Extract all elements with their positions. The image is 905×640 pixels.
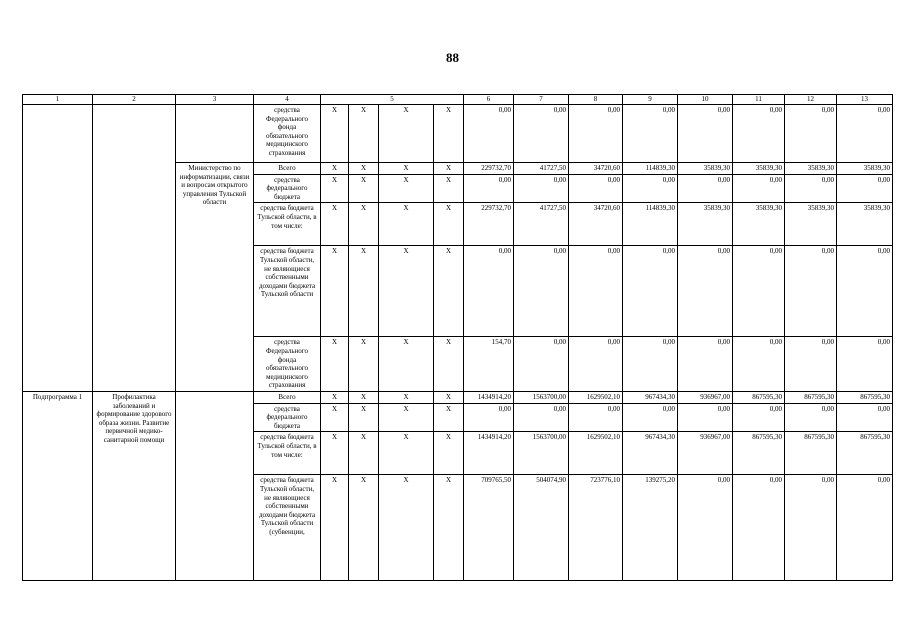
amount-cell: 114839,30 <box>623 163 678 175</box>
amount-cell: 0,00 <box>514 337 569 392</box>
x-mark-cell: Х <box>434 337 464 392</box>
x-mark-cell: Х <box>434 163 464 175</box>
x-mark-cell: Х <box>321 203 349 246</box>
table-cell <box>93 174 176 203</box>
table-cell <box>23 337 93 392</box>
source-label-cell: средства Федерального фонда обязательного медицинского страхования <box>254 105 321 163</box>
amount-cell: 0,00 <box>678 246 733 337</box>
column-header: 9 <box>623 95 678 105</box>
x-mark-cell: Х <box>379 174 434 203</box>
amount-cell: 0,00 <box>733 105 785 163</box>
amount-cell: 867595,30 <box>733 391 785 403</box>
amount-cell: 0,00 <box>623 337 678 392</box>
amount-cell: 41727,50 <box>514 203 569 246</box>
table-cell <box>93 246 176 337</box>
x-mark-cell: Х <box>434 403 464 432</box>
x-mark-cell: Х <box>379 246 434 337</box>
table-cell <box>176 391 254 580</box>
amount-cell: 723776,10 <box>569 475 623 581</box>
amount-cell: 0,00 <box>514 174 569 203</box>
table-row <box>23 246 893 337</box>
table-cell <box>93 163 176 175</box>
amount-cell: 34720,60 <box>569 203 623 246</box>
amount-cell: 41727,50 <box>514 163 569 175</box>
amount-cell: 0,00 <box>785 475 837 581</box>
amount-cell: 0,00 <box>785 337 837 392</box>
source-label-cell: средства федерального бюджета <box>254 403 321 432</box>
column-header: 6 <box>464 95 514 105</box>
subprogram-name-cell: Профилактика заболеваний и формирование здорового образа жизни. Развитие первичной медико-санитарной помощи <box>93 391 176 580</box>
x-mark-cell: Х <box>434 391 464 403</box>
x-mark-cell: Х <box>349 203 379 246</box>
x-mark-cell: Х <box>379 403 434 432</box>
column-header: 3 <box>176 95 254 105</box>
x-mark-cell: Х <box>349 337 379 392</box>
amount-cell: 936967,00 <box>678 391 733 403</box>
amount-cell: 867595,30 <box>837 391 893 403</box>
amount-cell: 1629502,10 <box>569 391 623 403</box>
table-cell <box>23 203 93 246</box>
amount-cell: 35839,30 <box>678 163 733 175</box>
amount-cell: 114839,30 <box>623 203 678 246</box>
column-header: 10 <box>678 95 733 105</box>
x-mark-cell: Х <box>379 203 434 246</box>
amount-cell: 0,00 <box>514 105 569 163</box>
budget-table <box>22 94 893 581</box>
amount-cell: 0,00 <box>785 105 837 163</box>
amount-cell: 0,00 <box>569 105 623 163</box>
column-header: 13 <box>837 95 893 105</box>
amount-cell: 0,00 <box>733 246 785 337</box>
amount-cell: 0,00 <box>464 246 514 337</box>
amount-cell: 867595,30 <box>785 432 837 475</box>
amount-cell: 0,00 <box>514 246 569 337</box>
amount-cell: 0,00 <box>733 403 785 432</box>
executor-cell: Министерство по информатизации, связи и вопросам открытого управления Тульской области <box>176 163 254 392</box>
x-mark-cell: Х <box>321 163 349 175</box>
x-mark-cell: Х <box>321 391 349 403</box>
page-number: 88 <box>446 50 459 65</box>
amount-cell: 0,00 <box>623 246 678 337</box>
amount-cell: 0,00 <box>623 174 678 203</box>
amount-cell: 0,00 <box>837 246 893 337</box>
amount-cell: 0,00 <box>678 475 733 581</box>
x-mark-cell: Х <box>321 432 349 475</box>
table-cell <box>23 246 93 337</box>
source-label-cell: средства бюджета Тульской области, не являющиеся собственными доходами бюджета Тульской области (субвенции, <box>254 475 321 581</box>
amount-cell: 0,00 <box>569 174 623 203</box>
x-mark-cell: Х <box>349 174 379 203</box>
table-row <box>23 203 893 246</box>
amount-cell: 0,00 <box>785 403 837 432</box>
table-row <box>23 174 893 203</box>
amount-cell: 1434914,20 <box>464 391 514 403</box>
amount-cell: 867595,30 <box>733 432 785 475</box>
amount-cell: 0,00 <box>569 246 623 337</box>
amount-cell: 0,00 <box>733 174 785 203</box>
x-mark-cell: Х <box>349 432 379 475</box>
x-mark-cell: Х <box>349 163 379 175</box>
x-mark-cell: Х <box>379 391 434 403</box>
amount-cell: 35839,30 <box>837 203 893 246</box>
x-mark-cell: Х <box>321 105 349 163</box>
x-mark-cell: Х <box>349 403 379 432</box>
table-cell <box>93 337 176 392</box>
x-mark-cell: Х <box>379 432 434 475</box>
amount-cell: 35839,30 <box>785 203 837 246</box>
x-mark-cell: Х <box>379 475 434 581</box>
table-cell <box>176 105 254 163</box>
amount-cell: 1434914,20 <box>464 432 514 475</box>
amount-cell: 35839,30 <box>785 163 837 175</box>
table-cell <box>23 163 93 175</box>
amount-cell: 504074,90 <box>514 475 569 581</box>
amount-cell: 867595,30 <box>837 432 893 475</box>
source-label-cell: Всего <box>254 391 321 403</box>
table-cell <box>23 174 93 203</box>
x-mark-cell: Х <box>379 163 434 175</box>
x-mark-cell: Х <box>321 246 349 337</box>
x-mark-cell: Х <box>434 432 464 475</box>
amount-cell: 0,00 <box>837 403 893 432</box>
amount-cell: 0,00 <box>837 105 893 163</box>
table-row <box>23 337 893 392</box>
x-mark-cell: Х <box>434 174 464 203</box>
x-mark-cell: Х <box>321 337 349 392</box>
column-header: 1 <box>23 95 93 105</box>
x-mark-cell: Х <box>321 475 349 581</box>
amount-cell: 0,00 <box>785 246 837 337</box>
amount-cell: 229732,70 <box>464 163 514 175</box>
table-cell <box>93 203 176 246</box>
amount-cell: 709765,50 <box>464 475 514 581</box>
table-cell <box>23 105 93 163</box>
x-mark-cell: Х <box>434 246 464 337</box>
amount-cell: 35839,30 <box>678 203 733 246</box>
amount-cell: 0,00 <box>569 337 623 392</box>
subprogram-number-cell: Подпрограмма 1 <box>23 391 93 580</box>
x-mark-cell: Х <box>321 403 349 432</box>
amount-cell: 0,00 <box>837 174 893 203</box>
source-label-cell: средства бюджета Тульской области, в том числе: <box>254 432 321 475</box>
source-label-cell: средства бюджета Тульской области, в том числе: <box>254 203 321 246</box>
table-row <box>23 105 893 163</box>
x-mark-cell: Х <box>434 475 464 581</box>
amount-cell: 1629502,10 <box>569 432 623 475</box>
amount-cell: 154,70 <box>464 337 514 392</box>
table-row <box>23 391 893 403</box>
amount-cell: 0,00 <box>678 403 733 432</box>
table-cell <box>93 105 176 163</box>
source-label-cell: средства федерального бюджета <box>254 174 321 203</box>
x-mark-cell: Х <box>379 337 434 392</box>
amount-cell: 0,00 <box>785 174 837 203</box>
x-mark-cell: Х <box>434 203 464 246</box>
amount-cell: 0,00 <box>837 337 893 392</box>
amount-cell: 0,00 <box>837 475 893 581</box>
x-mark-cell: Х <box>379 105 434 163</box>
source-label-cell: Всего <box>254 163 321 175</box>
header-row <box>23 95 893 105</box>
x-mark-cell: Х <box>321 174 349 203</box>
x-mark-cell: Х <box>349 475 379 581</box>
amount-cell: 0,00 <box>623 105 678 163</box>
column-header: 4 <box>254 95 321 105</box>
amount-cell: 0,00 <box>733 337 785 392</box>
table-row <box>23 163 893 175</box>
amount-cell: 0,00 <box>569 403 623 432</box>
amount-cell: 1563700,00 <box>514 432 569 475</box>
column-header: 11 <box>733 95 785 105</box>
amount-cell: 936967,00 <box>678 432 733 475</box>
amount-cell: 0,00 <box>464 105 514 163</box>
source-label-cell: средства бюджета Тульской области, не являющиеся собственными доходами бюджета Тульской области <box>254 246 321 337</box>
column-header: 2 <box>93 95 176 105</box>
amount-cell: 139275,20 <box>623 475 678 581</box>
x-mark-cell: Х <box>349 105 379 163</box>
amount-cell: 0,00 <box>464 403 514 432</box>
amount-cell: 0,00 <box>514 403 569 432</box>
amount-cell: 35839,30 <box>733 163 785 175</box>
amount-cell: 229732,70 <box>464 203 514 246</box>
amount-cell: 35839,30 <box>837 163 893 175</box>
amount-cell: 35839,30 <box>733 203 785 246</box>
x-mark-cell: Х <box>349 246 379 337</box>
column-header: 7 <box>514 95 569 105</box>
amount-cell: 0,00 <box>678 174 733 203</box>
x-mark-cell: Х <box>434 105 464 163</box>
source-label-cell: средства Федерального фонда обязательного медицинского страхования <box>254 337 321 392</box>
amount-cell: 967434,30 <box>623 432 678 475</box>
amount-cell: 867595,30 <box>785 391 837 403</box>
amount-cell: 1563700,00 <box>514 391 569 403</box>
amount-cell: 967434,30 <box>623 391 678 403</box>
x-mark-cell: Х <box>349 391 379 403</box>
amount-cell: 0,00 <box>733 475 785 581</box>
column-header: 5 <box>321 95 464 105</box>
amount-cell: 0,00 <box>464 174 514 203</box>
amount-cell: 0,00 <box>678 337 733 392</box>
column-header: 8 <box>569 95 623 105</box>
amount-cell: 0,00 <box>623 403 678 432</box>
amount-cell: 0,00 <box>678 105 733 163</box>
amount-cell: 34720,60 <box>569 163 623 175</box>
column-header: 12 <box>785 95 837 105</box>
